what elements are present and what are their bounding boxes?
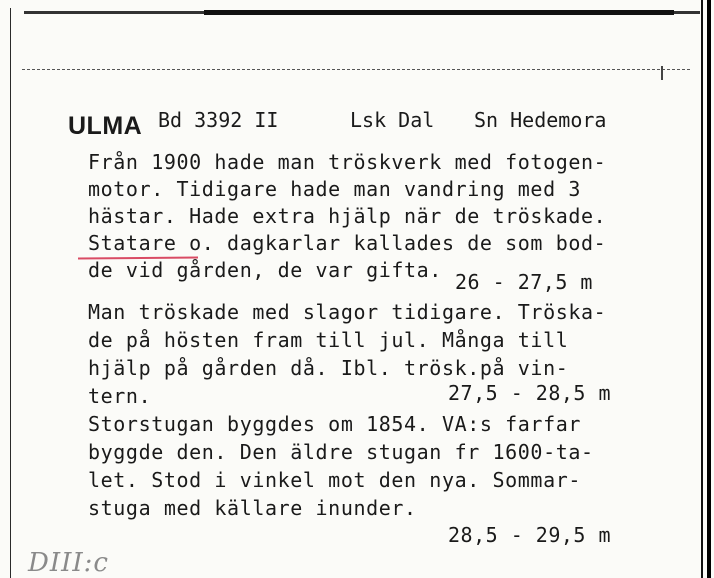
- text-line: Man tröskade med slagor tidigare. Tröska-: [88, 300, 607, 324]
- text-line: hästar. Hade extra hjälp när de tröskade.: [88, 204, 607, 228]
- right-border: [701, 0, 703, 578]
- text-line: Storstugan byggdes om 1854. VA:s farfar: [88, 412, 581, 436]
- text-line: let. Stod i vinkel mot den nya. Sommar-: [88, 468, 581, 492]
- top-border-dark: [204, 10, 674, 15]
- archive-name: ULMA: [68, 112, 143, 140]
- text-line: de på hösten fram till jul. Många till: [88, 328, 569, 352]
- text-line: Från 1900 hade man tröskverk med fotogen-: [88, 150, 607, 174]
- text-line: Statare o. dagkarlar kallades de som bod-: [88, 231, 607, 255]
- text-line: motor. Tidigare hade man vandring med 3: [88, 177, 581, 201]
- left-border: [10, 8, 11, 578]
- text-line: stuga med källare inunder.: [88, 496, 417, 520]
- text-line: hjälp på gården då. Ibl. trösk.på vin-: [88, 356, 569, 380]
- rule-tick: [661, 66, 663, 80]
- text-line: tern.: [88, 384, 152, 408]
- volume-ref: Bd 3392 II: [158, 108, 279, 132]
- parish: Sn Hedemora: [474, 108, 607, 132]
- right-border-dark: [707, 0, 711, 578]
- header-rule: [22, 69, 690, 71]
- card-header: [68, 108, 668, 142]
- depth-measure: 26 - 27,5 m: [455, 270, 593, 294]
- province: Lsk Dal: [350, 108, 435, 132]
- text-line: byggde den. Den äldre stugan fr 1600-ta-: [88, 440, 594, 464]
- text-line: de vid gården, de var gifta.: [88, 258, 442, 282]
- catalog-stamp: DIII:c: [28, 548, 109, 578]
- depth-measure: 28,5 - 29,5 m: [448, 523, 612, 547]
- depth-measure: 27,5 - 28,5 m: [448, 381, 612, 405]
